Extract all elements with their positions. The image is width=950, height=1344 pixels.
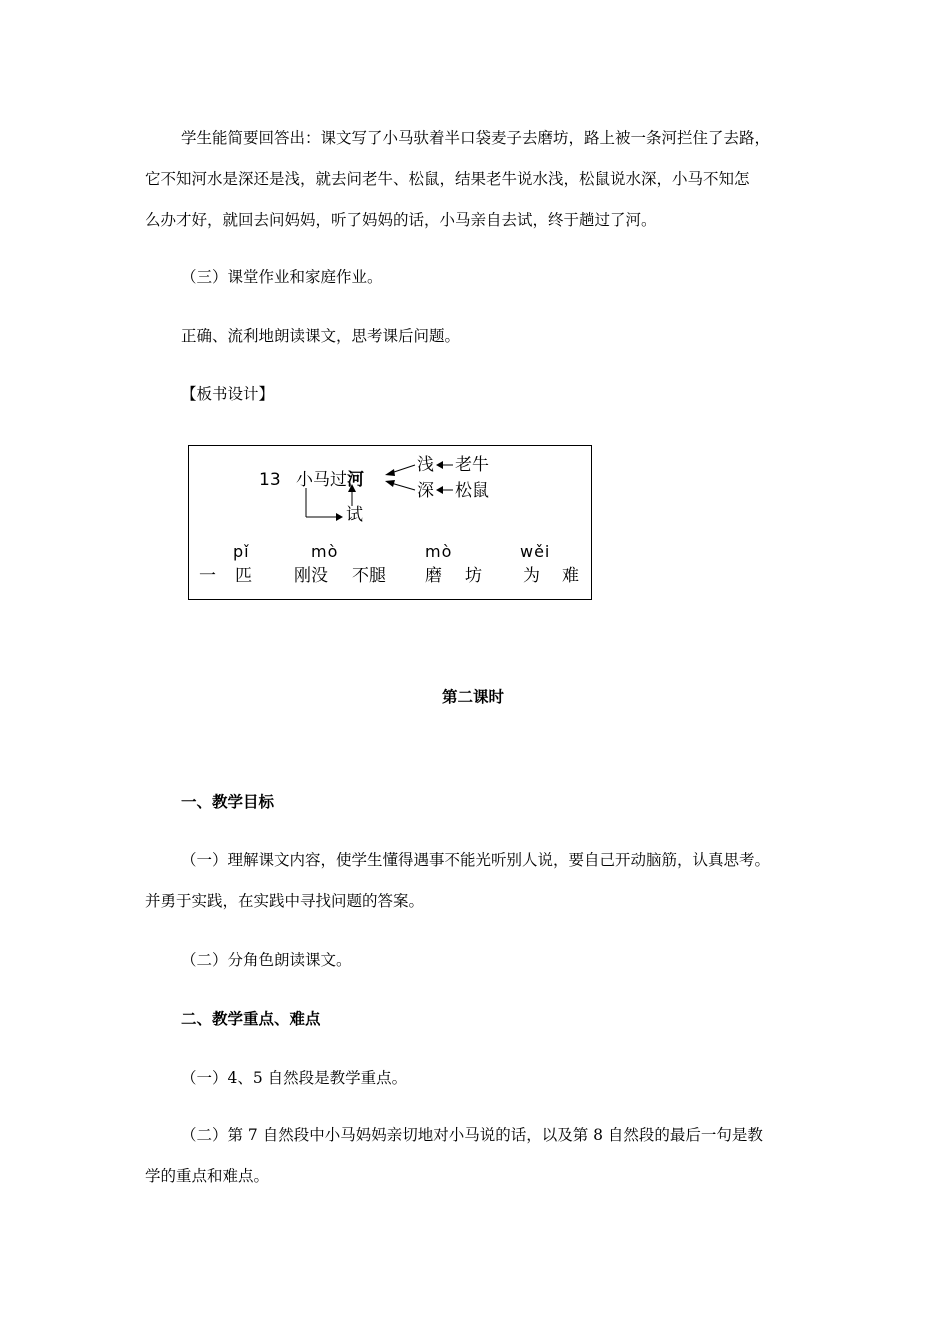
key-point-2-line-2: 学的重点和难点。	[145, 1167, 270, 1185]
pinyin-mo-2: mò	[425, 542, 453, 561]
lesson-title-river: 河	[347, 470, 364, 490]
goal2: （二）分角色朗读课文。	[181, 951, 352, 969]
word-fang: 坊	[465, 566, 482, 586]
deep-word: 深	[417, 481, 434, 501]
squirrel-word: 松鼠	[455, 481, 489, 501]
summary-line-1: 学生能简要回答出：课文写了小马驮着半口袋麦子去磨坊，路上被一条河拦住了去路，	[181, 129, 771, 147]
word-gangmo: 刚没	[294, 566, 328, 586]
lesson-title-prefix: 小马过	[296, 470, 347, 490]
homework-text: 正确、流利地朗读课文，思考课后问题。	[181, 327, 461, 345]
word-pi: 匹	[235, 566, 252, 586]
word-mo: 磨	[425, 566, 442, 586]
word-butui: 不腿	[352, 566, 386, 586]
summary-line-3: 么办才好，就回去问妈妈，听了妈妈的话，小马亲自去试，终于趟过了河。	[145, 211, 657, 229]
section2-heading: 二、教学重点、难点	[181, 1009, 321, 1028]
try-word: 试	[346, 505, 363, 525]
goal1-line-1: （一）理解课文内容，使学生懂得遇事不能光听别人说，要自己开动脑筋，认真思考。	[181, 851, 771, 869]
word-nan: 难	[562, 566, 579, 586]
pinyin-pi: pǐ	[233, 542, 250, 561]
lesson2-title: 第二课时	[442, 687, 505, 706]
key-point-1: （一）4、5 自然段是教学重点。	[181, 1069, 408, 1087]
blackboard-design-box	[188, 445, 592, 600]
pinyin-mo-1: mò	[311, 542, 339, 561]
goal1-line-2: 并勇于实践，在实践中寻找问题的答案。	[145, 892, 425, 910]
word-wei: 为	[523, 566, 540, 586]
lesson-number: 13	[259, 470, 281, 490]
summary-line-2: 它不知河水是深还是浅，就去问老牛、松鼠，结果老牛说水浅，松鼠说水深，小马不知怎	[145, 170, 750, 188]
old-ox-word: 老牛	[455, 455, 489, 475]
pinyin-wei: wěi	[520, 542, 551, 561]
shallow-word: 浅	[417, 455, 434, 475]
homework-heading: （三）课堂作业和家庭作业。	[181, 268, 383, 286]
word-yi: 一	[199, 566, 216, 586]
section1-heading: 一、教学目标	[181, 792, 275, 811]
board-design-heading: 【板书设计】	[181, 385, 275, 403]
key-point-2-line-1: （二）第 7 自然段中小马妈妈亲切地对小马说的话，以及第 8 自然段的最后一句是教	[181, 1126, 763, 1144]
